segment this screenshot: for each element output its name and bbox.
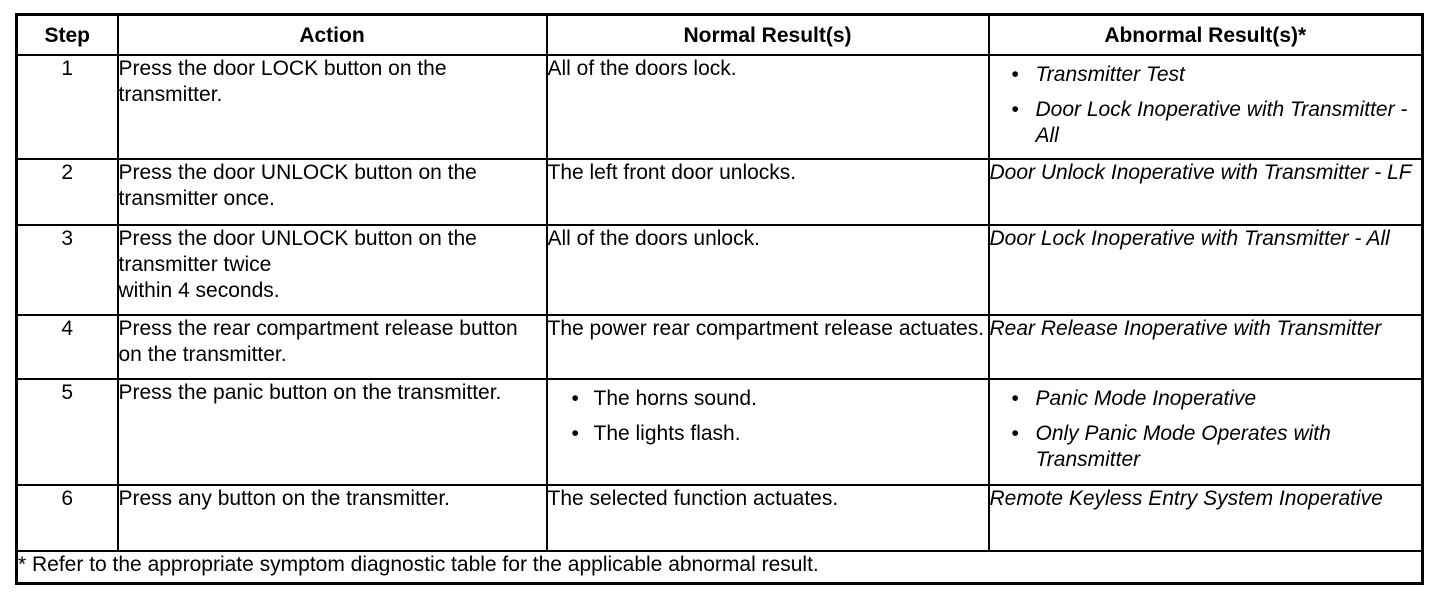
abnormal-result-cell: Door Lock Inoperative with Transmitter - All [989,225,1423,315]
header-normal-result: Normal Result(s) [547,15,989,56]
abnormal-result-list [990,386,1422,473]
bullet-icon: • [571,422,579,445]
table-row [17,225,1423,315]
step-number: 6 [17,485,118,551]
step-number: 4 [17,315,118,379]
table-row [17,159,1423,225]
bullet-icon: • [1011,422,1019,445]
action-cell [118,225,547,315]
normal-result-cell: The left front door unlocks. [547,159,989,225]
footnote: * Refer to the appropriate symptom diagnostic table for the applicable abnormal result. [17,551,1423,584]
abnormal-result-cell [989,55,1423,159]
table-row [17,315,1423,379]
header-action: Action [118,15,547,56]
abnormal-result-cell: Rear Release Inoperative with Transmitter [989,315,1423,379]
normal-result-cell: The selected function actuates. [547,485,989,551]
abnormal-result-list [990,62,1422,149]
table-header-row [17,15,1423,56]
action-cell: Press the door LOCK button on the transmitter. [118,55,547,159]
bullet-icon: • [1011,63,1019,86]
header-abnormal-result: Abnormal Result(s)* [989,15,1423,56]
normal-result-list [548,386,988,447]
bullet-icon: • [1011,387,1019,410]
list-item: • The lights flash. [571,422,741,445]
abnormal-result-cell: Door Unlock Inoperative with Transmitter - LF [989,159,1423,225]
action-cell: Press the rear compartment release button on the transmitter. [118,315,547,379]
action-cell: Press the door UNLOCK button on the transmitter once. [118,159,547,225]
list-item: • Only Panic Mode Operates with Transmitter [1011,422,1331,471]
step-number: 2 [17,159,118,225]
normal-result-cell: All of the doors lock. [547,55,989,159]
list-item: • Panic Mode Inoperative [1011,387,1257,410]
action-line: within 4 seconds. [118,279,280,302]
step-number: 3 [17,225,118,315]
list-item: • The horns sound. [571,387,757,410]
table-row [17,485,1423,551]
bullet-icon: • [571,387,579,410]
step-number: 5 [17,379,118,485]
step-number: 1 [17,55,118,159]
abnormal-result-cell [989,379,1423,485]
footnote-row [17,551,1423,584]
action-line: Press the door UNLOCK button on the transmitter twice [118,227,477,276]
normal-result-cell: The power rear compartment release actuates. [547,315,989,379]
action-cell: Press the panic button on the transmitter. [118,379,547,485]
abnormal-result-cell: Remote Keyless Entry System Inoperative [989,485,1423,551]
table-row [17,55,1423,159]
bullet-icon: • [1011,98,1019,121]
table-row [17,379,1423,485]
diagnostic-table [15,13,1424,585]
list-item: • Transmitter Test [1011,63,1185,86]
normal-result-cell: All of the doors unlock. [547,225,989,315]
action-cell: Press any button on the transmitter. [118,485,547,551]
header-step: Step [17,15,118,56]
list-item: • Door Lock Inoperative with Transmitter - All [1011,98,1408,147]
normal-result-cell [547,379,989,485]
